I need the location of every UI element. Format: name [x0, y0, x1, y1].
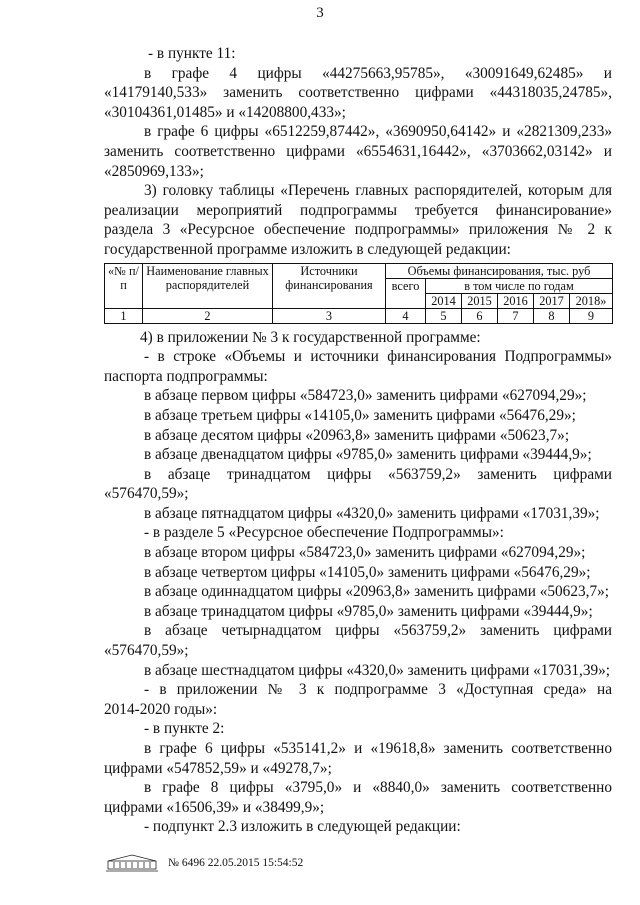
- text-line: в абзаце первом цифры «584723,0» заменить цифрами «627094,29»;: [144, 387, 587, 405]
- text-line: в абзаце пятнадцатом цифры «4320,0» заменить цифрами «17031,39»;: [144, 504, 600, 522]
- text-line: - в строке «Объемы и источники финансирования Подпрограммы»: [144, 348, 612, 366]
- number-cell: 5: [426, 308, 462, 323]
- text-line: государственной программе изложить в следующей редакции:: [104, 240, 511, 258]
- year-cell: 2018»: [570, 293, 613, 308]
- text-line: в абзаце тринадцатом цифры «9785,0» заменить цифрами «39444,9»;: [144, 602, 593, 620]
- col-name: Наименование главных распорядителей: [143, 263, 273, 308]
- col-total: всего: [386, 278, 426, 308]
- page-number: 3: [316, 5, 324, 21]
- text-line: - в пункте 11:: [148, 45, 236, 62]
- text-line: в графе 4 цифры «44275663,95785», «30091649,62485» и: [144, 64, 612, 82]
- registration-footer: [104, 852, 404, 874]
- document-body: [104, 44, 612, 837]
- text-line: в абзаце шестнадцатом цифры «4320,0» заменить цифрами «17031,39»;: [144, 661, 611, 679]
- number-cell: 6: [462, 308, 498, 323]
- col-years: в том числе по годам: [426, 278, 613, 293]
- text-line: «30104361,01485» и «14208800,433»;: [104, 103, 346, 121]
- text-line: в абзаце третьем цифры «14105,0» заменить цифрами «56476,29»;: [144, 406, 576, 424]
- text-line: цифрами «16506,39» и «38499,9»;: [104, 798, 325, 816]
- text-line: «14179140,533» заменить соответственно цифрами «44318035,24785»,: [104, 84, 612, 102]
- year-cell: 2016: [498, 293, 534, 308]
- funding-table-header: [104, 263, 613, 324]
- text-line: заменить соответственно цифрами «6554631,16442», «3703662,03142» и: [104, 142, 612, 160]
- text-line: «576470,59»;: [104, 642, 189, 660]
- number-cell: 2: [143, 308, 273, 323]
- building-stamp-icon: [104, 852, 160, 874]
- number-cell: 3: [273, 308, 386, 323]
- number-cell: 7: [498, 308, 534, 323]
- text-line: в графе 6 цифры «6512259,87442», «3690950,64142» и «2821309,233»: [144, 123, 612, 141]
- text-line: в абзаце двенадцатом цифры «9785,0» заменить цифрами «39444,9»;: [144, 446, 592, 464]
- text-line: - в разделе 5 «Ресурсное обеспечение Подпрограммы»:: [144, 524, 504, 542]
- text-line: в графе 6 цифры «535141,2» и «19618,8» заменить соответственно: [144, 740, 612, 757]
- text-line: «2850969,133»;: [104, 162, 204, 180]
- col-number: «№ п/п: [105, 263, 143, 308]
- text-line: в графе 8 цифры «3795,0» и «8840,0» заменить соответственно: [144, 779, 612, 797]
- number-cell: 1: [105, 308, 143, 323]
- col-volumes: Объемы финансирования, тыс. руб: [386, 263, 613, 278]
- text-line: - подпункт 2.3 изложить в следующей редакции:: [144, 818, 461, 836]
- text-line: реализации мероприятий подпрограммы требуется финансирование»: [104, 201, 612, 219]
- text-line: в абзаце четырнадцатом цифры «563759,2» заменить цифрами: [144, 622, 612, 640]
- registration-number: № 6496 22.05.2015 15:54:52: [168, 857, 304, 869]
- text-line: в абзаце тринадцатом цифры «563759,2» заменить цифрами: [144, 465, 612, 483]
- number-cell: 9: [570, 308, 613, 323]
- text-line: в абзаце одиннадцатом цифры «20963,8» заменить цифрами «50623,7»;: [144, 583, 610, 601]
- text-line: в абзаце втором цифры «584723,0» заменить цифрами «627094,29»;: [144, 544, 586, 562]
- text-line: 4) в приложении № 3 к государственной программе:: [140, 328, 481, 346]
- text-line: «576470,59»;: [104, 485, 189, 503]
- text-line: 3) головку таблицы «Перечень главных распорядителей, которым для: [144, 182, 612, 200]
- text-line: паспорта подпрограммы:: [104, 367, 268, 385]
- year-cell: 2014: [426, 293, 462, 308]
- year-cell: 2015: [462, 293, 498, 308]
- text-line: 2014-2020 годы»:: [104, 700, 218, 718]
- text-line: - в пункте 2:: [144, 720, 225, 738]
- text-line: в абзаце десятом цифры «20963,8» заменить цифрами «50623,7»;: [144, 426, 570, 444]
- text-line: раздела 3 «Ресурсное обеспечение подпрограммы» приложения № 2 к: [104, 221, 612, 239]
- year-cell: 2017: [534, 293, 570, 308]
- col-sources: Источники финансирования: [273, 263, 386, 308]
- number-cell: 8: [534, 308, 570, 323]
- text-line: - в приложении № 3 к подпрограмме 3 «Доступная среда» на: [144, 681, 612, 699]
- text-line: цифрами «547852,59» и «49278,7»;: [104, 759, 332, 777]
- number-cell: 4: [386, 308, 426, 323]
- text-line: в абзаце четвертом цифры «14105,0» заменить цифрами «56476,29»;: [144, 563, 591, 581]
